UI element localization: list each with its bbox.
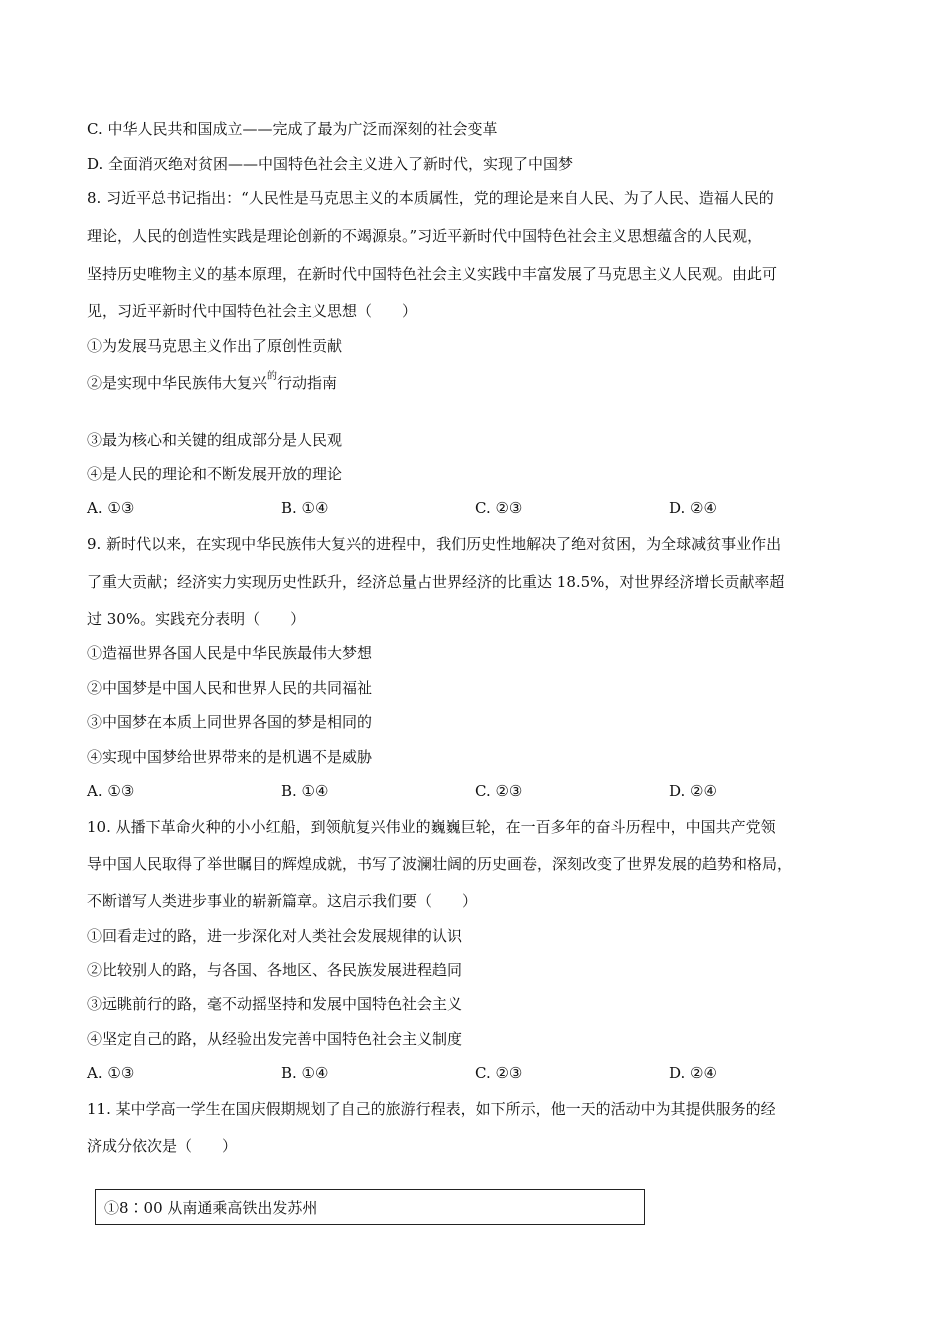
q8-item-3: ③最为核心和关键的组成部分是人民观 (87, 431, 343, 449)
q10-option-c[interactable]: C. ②③ (475, 1064, 523, 1082)
q8-item-4: ④是人民的理论和不断发展开放的理论 (87, 465, 343, 483)
q8-item-2: ②是实现中华民族伟大复兴$^的$行动指南 (87, 371, 338, 392)
q10-option-b[interactable]: B. ①④ (281, 1064, 329, 1082)
q8-stem-line-1: 8. 习近平总书记指出：“人民性是马克思主义的本质属性，党的理论是来自人民、为了人民、造福人民的 (87, 189, 774, 207)
q9-item-1: ①造福世界各国人民是中华民族最伟大梦想 (87, 644, 373, 662)
q8-option-b[interactable]: B. ①④ (281, 499, 329, 517)
itinerary-table (95, 1189, 645, 1225)
q10-item-1: ①回看走过的路，进一步深化对人类社会发展规律的认识 (87, 927, 463, 945)
q10-option-d[interactable]: D. ②④ (669, 1064, 717, 1082)
q7-option-c: C. 中华人民共和国成立——完成了最为广泛而深刻的社会变革 (87, 120, 498, 138)
q7-option-d: D. 全面消灭绝对贫困——中国特色社会主义进入了新时代，实现了中国梦 (87, 155, 574, 173)
q9-option-a[interactable]: A. ①③ (87, 782, 135, 800)
q8-item-1: ①为发展马克思主义作出了原创性贡献 (87, 337, 343, 355)
q8-option-c[interactable]: C. ②③ (475, 499, 523, 517)
q8-stem-line-4: 见，习近平新时代中国特色社会主义思想（ ） (87, 302, 418, 320)
q9-option-b[interactable]: B. ①④ (281, 782, 329, 800)
q9-option-d[interactable]: D. ②④ (669, 782, 717, 800)
q9-stem-line-2: 了重大贡献；经济实力实现历史性跃升，经济总量占世界经济的比重达 18.5%，对世界经济增长贡献率超 (87, 573, 785, 591)
q9-item-2: ②中国梦是中国人民和世界人民的共同福祉 (87, 679, 373, 697)
q9-stem-line-1: 9. 新时代以来，在实现中华民族伟大复兴的进程中，我们历史性地解决了绝对贫困，为全球减贫事业作出 (87, 535, 782, 553)
q8-options (87, 498, 867, 518)
q11-stem-line-2: 济成分依次是（ ） (87, 1137, 238, 1155)
q8-stem-line-3: 坚持历史唯物主义的基本原理，在新时代中国特色社会主义实践中丰富发展了马克思主义人民观。由此可 (87, 265, 778, 283)
q9-options (87, 781, 867, 801)
q8-option-a[interactable]: A. ①③ (87, 499, 135, 517)
q9-item-4: ④实现中国梦给世界带来的是机遇不是威胁 (87, 748, 373, 766)
q11-stem-line-1: 11. 某中学高一学生在国庆假期规划了自己的旅游行程表，如下所示，他一天的活动中为其提供服务的经 (87, 1100, 776, 1118)
q10-options (87, 1063, 867, 1083)
q10-stem-line-3: 不断谱写人类进步事业的崭新篇章。这启示我们要（ ） (87, 892, 478, 910)
q8-stem-line-2: 理论，人民的创造性实践是理论创新的不竭源泉。”习近平新时代中国特色社会主义思想蕴含的人民观， (87, 227, 763, 245)
q8-option-d[interactable]: D. ②④ (669, 499, 717, 517)
q10-item-2: ②比较别人的路，与各国、各地区、各民族发展进程趋同 (87, 961, 463, 979)
q9-item-3: ③中国梦在本质上同世界各国的梦是相同的 (87, 713, 373, 731)
q9-option-c[interactable]: C. ②③ (475, 782, 523, 800)
q10-stem-line-1: 10. 从播下革命火种的小小红船，到领航复兴伟业的巍巍巨轮，在一百多年的奋斗历程中，中国共产党领 (87, 818, 776, 836)
q10-stem-line-2: 导中国人民取得了举世瞩目的辉煌成就，书写了波澜壮阔的历史画卷，深刻改变了世界发展的趋势和格局， (87, 855, 793, 873)
q10-item-3: ③远眺前行的路，毫不动摇坚持和发展中国特色社会主义 (87, 995, 463, 1013)
itinerary-row-1: ①8∶00 从南通乘高铁出发苏州 (104, 1199, 318, 1217)
q10-option-a[interactable]: A. ①③ (87, 1064, 135, 1082)
q10-item-4: ④坚定自己的路，从经验出发完善中国特色社会主义制度 (87, 1030, 463, 1048)
q9-stem-line-3: 过 30%。实践充分表明（ ） (87, 610, 306, 628)
